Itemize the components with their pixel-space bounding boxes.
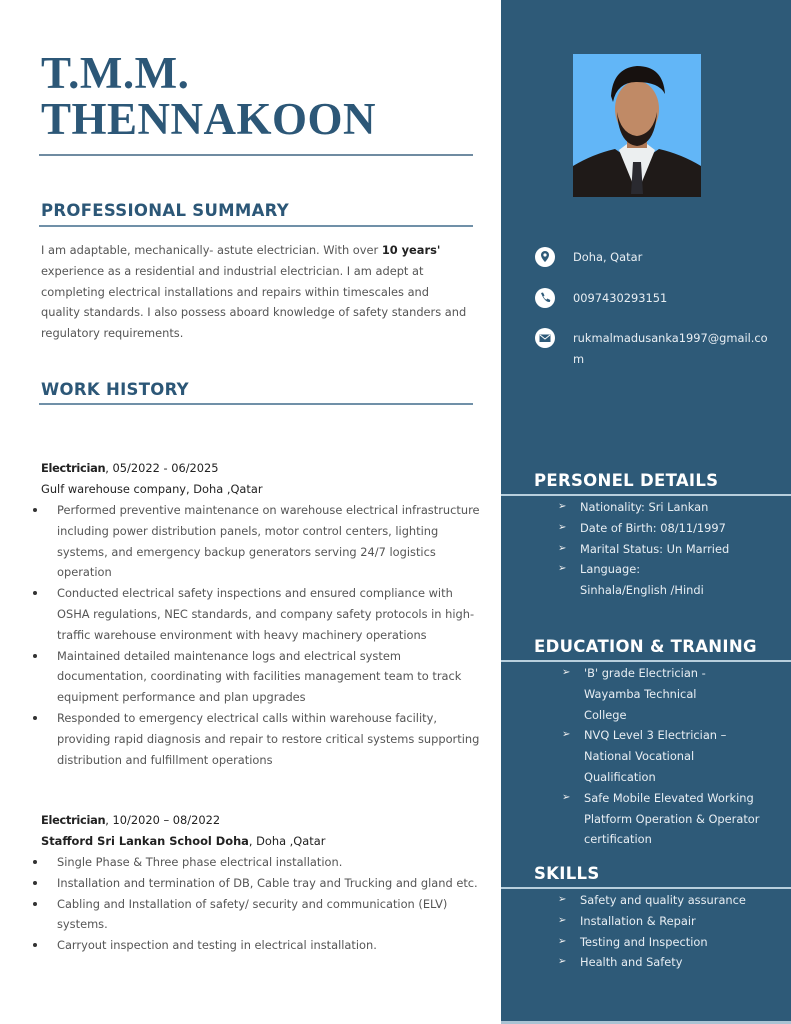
job-bullet-text: Maintained detailed maintenance logs and electrical system documentation, coordinating with facilities management team to track equipment performance and plan upgrades bbox=[57, 648, 462, 705]
job-bullet bbox=[41, 708, 481, 770]
skills-heading: SKILLS bbox=[534, 864, 600, 883]
arrow-bullet-icon: ➢ bbox=[558, 894, 567, 905]
job-role: Electrician bbox=[41, 813, 106, 827]
summary-years-highlight: 10 years' bbox=[381, 243, 441, 257]
education-heading: EDUCATION & TRANING bbox=[534, 637, 757, 656]
arrow-bullet-icon: ➢ bbox=[562, 729, 571, 741]
summary-text-part: experience as a residential and industrial electrician. I am adept at completing electrical installations and repairs within timescales and quality standards. I also possess aboard knowledge of safety standers and regulatory requirements. bbox=[41, 263, 467, 341]
bullet-dot-icon bbox=[33, 508, 37, 512]
job-bullet bbox=[41, 583, 481, 645]
arrow-bullet-icon: ➢ bbox=[558, 521, 567, 533]
skills-divider bbox=[501, 887, 791, 889]
skill-item bbox=[558, 952, 783, 973]
personal-details-heading: PERSONEL DETAILS bbox=[534, 471, 719, 490]
work-history-heading: WORK HISTORY bbox=[41, 380, 189, 399]
job-entry bbox=[41, 810, 481, 956]
job-title bbox=[41, 810, 481, 831]
personal-detail-text: Date of Birth: 08/11/1997 bbox=[580, 520, 726, 535]
skill-item-text: Testing and Inspection bbox=[580, 934, 708, 949]
work-history-divider bbox=[39, 403, 473, 405]
job-company-name: Stafford Sri Lankan School Doha bbox=[41, 834, 249, 848]
personal-detail-text: Nationality: Sri Lankan bbox=[580, 500, 709, 514]
contact-location-text: Doha, Qatar bbox=[573, 250, 643, 264]
job-bullet-text: Carryout inspection and testing in electrical installation. bbox=[57, 938, 377, 953]
skill-item bbox=[558, 932, 783, 953]
job-bullet-text: Performed preventive maintenance on warehouse electrical infrastructure including power distribution panels, motor control centers, lighting systems, and emergency backup generators serving 24/7 logistics operation bbox=[57, 503, 480, 580]
job-bullet-text: Single Phase & Three phase electrical installation. bbox=[57, 855, 343, 869]
location-pin-icon bbox=[535, 247, 555, 267]
summary-text-part: I am adaptable, mechanically- astute electrician. With over bbox=[41, 243, 382, 257]
personal-detail-text: Marital Status: Un Married bbox=[580, 541, 730, 556]
education-item bbox=[562, 788, 762, 850]
job-company bbox=[41, 831, 481, 852]
job-bullet-text: Responded to emergency electrical calls within warehouse facility, providing rapid diagnosis and repair to restore critical systems supporting distribution and fulfillment operations bbox=[57, 710, 480, 767]
personal-details-divider bbox=[501, 494, 791, 496]
summary-text bbox=[41, 240, 471, 344]
job-bullet-text: Cabling and Installation of safety/ security and communication (ELV) systems. bbox=[57, 896, 448, 932]
phone-icon bbox=[535, 288, 555, 308]
skill-item-text: Health and Safety bbox=[580, 955, 683, 970]
arrow-bullet-icon: ➢ bbox=[558, 956, 567, 968]
education-item-text: NVQ Level 3 Electrician – National Vocational Qualification bbox=[584, 728, 727, 784]
arrow-bullet-icon: ➢ bbox=[558, 914, 567, 926]
job-bullet-text: Installation and termination of DB, Cable tray and Trucking and gland etc. bbox=[57, 875, 478, 890]
job-dates: , 05/2022 - 06/2025 bbox=[105, 461, 219, 475]
profile-photo bbox=[573, 54, 701, 197]
bullet-dot-icon bbox=[33, 860, 37, 864]
contact-phone-text: 0097430293151 bbox=[573, 291, 668, 305]
bullet-dot-icon bbox=[33, 943, 37, 947]
arrow-bullet-icon: ➢ bbox=[562, 791, 571, 803]
job-company bbox=[41, 479, 481, 500]
sidebar bbox=[501, 0, 791, 1021]
arrow-bullet-icon: ➢ bbox=[558, 542, 567, 554]
skill-item-text: Installation & Repair bbox=[580, 913, 696, 928]
bullet-dot-icon bbox=[33, 654, 37, 658]
skill-item-text: Safety and quality assurance bbox=[580, 893, 746, 907]
job-bullet bbox=[41, 894, 481, 936]
education-item bbox=[562, 663, 762, 725]
personal-detail-item bbox=[558, 539, 758, 560]
job-bullet bbox=[41, 935, 481, 956]
personal-detail-item bbox=[558, 518, 758, 539]
education-item-text: 'B' grade Electrician - Wayamba Technical College bbox=[584, 666, 706, 722]
job-bullets bbox=[41, 852, 481, 956]
personal-detail-text: Language: Sinhala/English /Hindi bbox=[580, 562, 704, 598]
education-item-text: Safe Mobile Elevated Working Platform Operation & Operator certification bbox=[584, 790, 760, 847]
bullet-dot-icon bbox=[33, 591, 37, 595]
personal-detail-item bbox=[558, 559, 758, 601]
education-item bbox=[562, 725, 762, 787]
job-company-text: Gulf warehouse company, Doha ,Qatar bbox=[41, 482, 263, 496]
education-divider bbox=[501, 660, 791, 662]
job-role: Electrician bbox=[41, 461, 106, 475]
personal-details-list bbox=[558, 497, 758, 601]
bullet-dot-icon bbox=[33, 716, 37, 720]
arrow-bullet-icon: ➢ bbox=[562, 667, 571, 678]
job-title bbox=[41, 458, 481, 479]
skill-item bbox=[558, 911, 783, 932]
job-entry bbox=[41, 458, 481, 770]
candidate-name bbox=[41, 50, 376, 142]
bullet-dot-icon bbox=[33, 902, 37, 906]
name-line-2: THENNAKOON bbox=[41, 94, 377, 144]
education-list bbox=[562, 663, 762, 850]
email-icon bbox=[535, 328, 555, 348]
summary-divider bbox=[39, 225, 473, 227]
summary-heading: PROFESSIONAL SUMMARY bbox=[41, 201, 290, 220]
arrow-bullet-icon: ➢ bbox=[558, 563, 567, 575]
name-line-1: T.M.M. bbox=[41, 48, 190, 98]
arrow-bullet-icon: ➢ bbox=[558, 935, 567, 947]
name-divider bbox=[39, 154, 473, 156]
personal-detail-item bbox=[558, 497, 758, 518]
skills-list bbox=[558, 890, 783, 973]
job-dates: , 10/2020 – 08/2022 bbox=[105, 813, 221, 827]
skill-item bbox=[558, 890, 783, 911]
job-bullet-text: Conducted electrical safety inspections and ensured compliance with OSHA regulations, NEC standards, and company safety protocols in high-traffic warehouse environment with heavy machinery operations bbox=[57, 586, 475, 642]
profile-photo-portrait bbox=[573, 54, 701, 197]
contact-email-text: rukmalmadusanka1997@gmail.com bbox=[573, 331, 768, 366]
job-bullet bbox=[41, 852, 481, 873]
bullet-dot-icon bbox=[33, 881, 37, 885]
arrow-bullet-icon: ➢ bbox=[558, 501, 567, 512]
job-bullet bbox=[41, 873, 481, 894]
job-bullets bbox=[41, 500, 481, 770]
job-company-location: , Doha ,Qatar bbox=[248, 834, 326, 848]
job-bullet bbox=[41, 646, 481, 708]
job-bullet bbox=[41, 500, 481, 583]
